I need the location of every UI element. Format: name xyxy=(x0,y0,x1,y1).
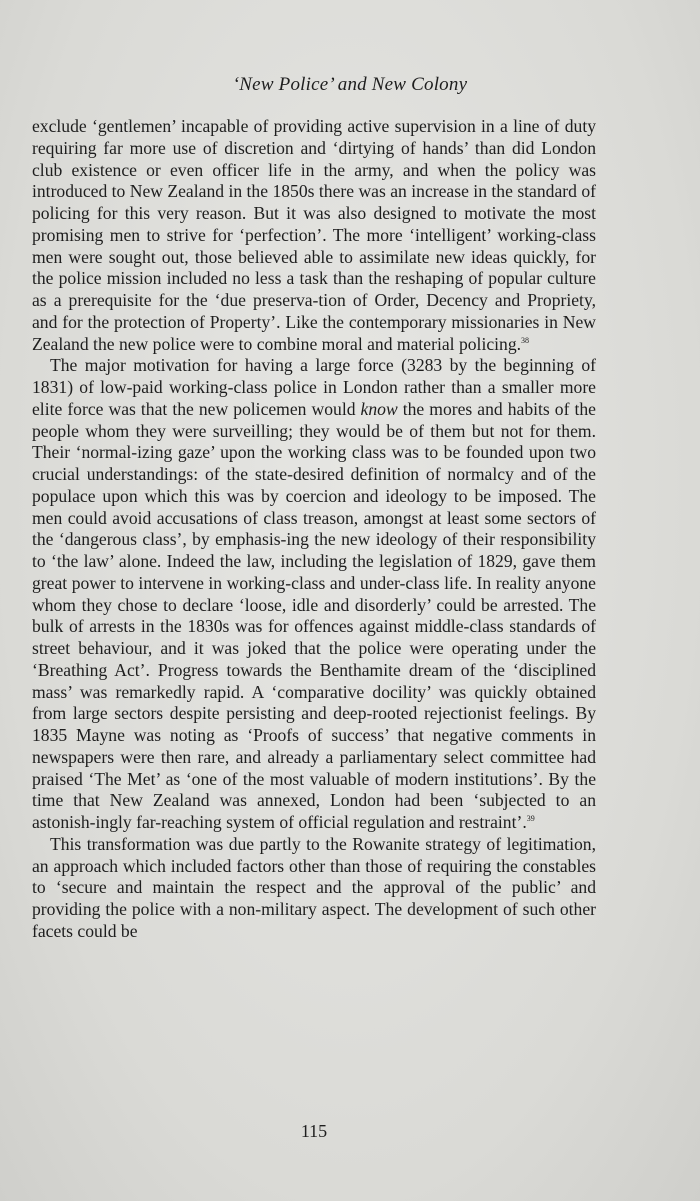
running-head: ‘New Police’ and New Colony xyxy=(232,74,468,95)
paragraph-3 xyxy=(32,834,596,943)
paragraph-1-text: exclude ‘gentlemen’ incapable of providing active supervision in a line of duty requiring far more use of discretion and ‘dirtying of hands’ than did London club existence or even officer life in the army, and when the policy was introduced to New Zealand in the 1850s there was an increase in the standard of policing for this very reason. But it was also designed to motivate the most promising men to strive for ‘perfection’. The more ‘intelligent’ working-class men were sought out, those believed able to assimilate new ideas quickly, for the police mission included no less a task than the reshaping of popular culture as a prerequisite for the ‘due preserva-tion of Order, Decency and Propriety, and for the protection of Property’. Like the contemporary missionaries in New Zealand the new police were to combine moral and material policing. xyxy=(32,116,596,354)
paragraph-2-text-a: The major motivation for having a large force (3283 by the beginning of 1831) of low-paid working-class police in London rather than a smaller more elite force was that the new policemen would xyxy=(32,355,596,419)
paragraph-3-text: This transformation was due partly to the Rowanite strategy of legitimation, an approach which included factors other than those of requiring the constables to ‘secure and maintain the respect and the approval of the public’ and providing the police with a non-military aspect. The development of such other facets could be xyxy=(32,833,596,941)
footnote-ref-38[interactable]: 38 xyxy=(521,335,530,345)
paragraph-2-text-b: the mores and habits of the people whom they were surveilling; they would be of them but not for them. Their ‘normal-izing gaze’ upon the working class was to be founded upon two crucial understandings: of the state-desired definition of normalcy and of the populace upon which this was by coercion and ideology to be imposed. The men could avoid accusations of class treason, amongst at least some sectors of the ‘dangerous class’, by emphasis-ing the new ideology of their responsibility to ‘the law’ alone. Indeed the law, including the legislation of 1829, gave them great power to intervene in working-class and under-class life. In reality anyone whom they chose to declare ‘loose, idle and disorderly’ could be arrested. The bulk of arrests in the 1830s was for offences against middle-class standards of street behaviour, and it was joked that the police were operating under the ‘Breathing Act’. Progress towards the Benthamite dream of the ‘disciplined mass’ was remarkedly rapid. A ‘comparative docility’ was quickly obtained from large sectors despite persisting and deep-rooted rejectionist feelings. By 1835 Mayne was noting as ‘Proofs of success’ that negative comments in newspapers were then rare, and already a parliamentary select committee had praised ‘The Met’ as ‘one of the most valuable of modern institutions’. By the time that New Zealand was annexed, London had been ‘subjected to an astonish-ingly far-reaching system of official regulation and restraint’. xyxy=(32,398,596,832)
page-number: 115 xyxy=(300,1121,328,1141)
paragraph-2 xyxy=(32,355,596,834)
paragraph-1 xyxy=(32,116,596,355)
footnote-ref-39[interactable]: 39 xyxy=(526,814,535,824)
body-text xyxy=(32,116,596,943)
paragraph-2-emphasis: know xyxy=(360,398,398,419)
